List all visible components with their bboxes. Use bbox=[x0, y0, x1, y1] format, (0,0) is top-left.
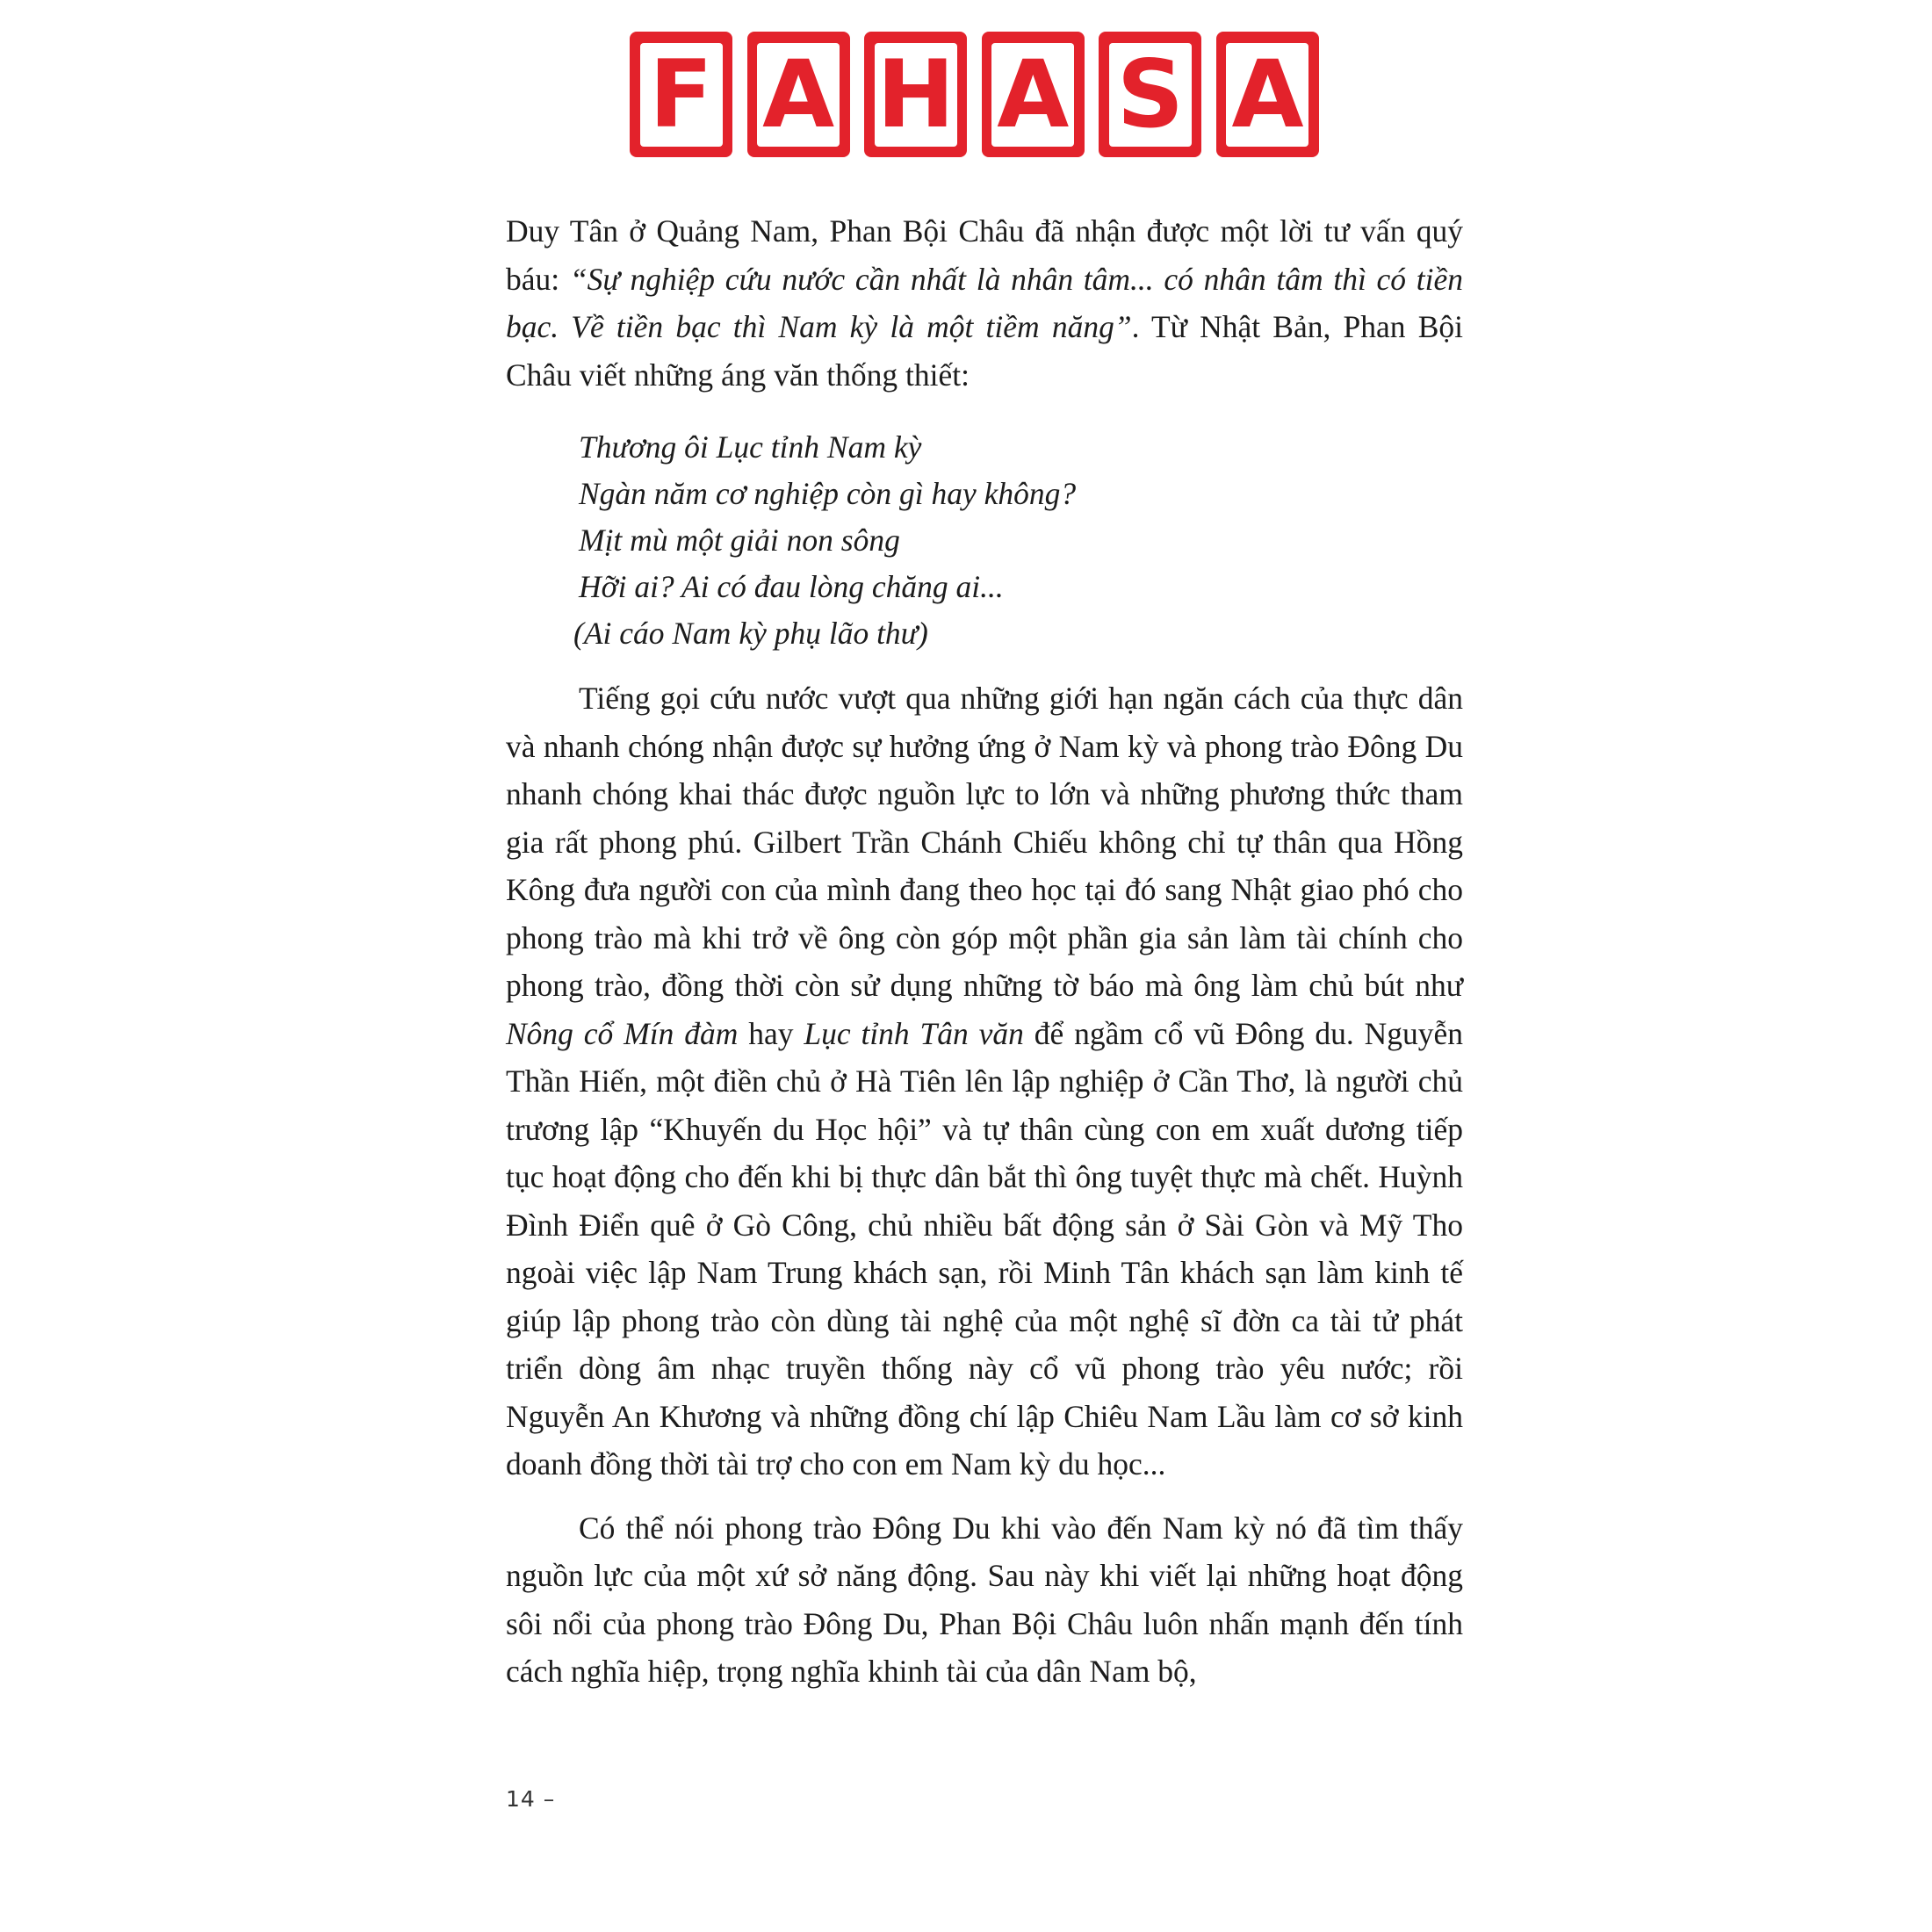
logo-tile bbox=[630, 32, 732, 157]
fahasa-logo bbox=[630, 32, 1319, 157]
logo-letter: A bbox=[757, 43, 840, 147]
page-number-dash: – bbox=[543, 1786, 556, 1812]
logo-tile bbox=[747, 32, 850, 157]
page-body bbox=[506, 207, 1463, 1696]
logo-tile bbox=[982, 32, 1085, 157]
paragraph-text: hay bbox=[738, 1015, 804, 1051]
poem-line: Mịt mù một giải non sông bbox=[579, 523, 900, 558]
paragraph-continuation bbox=[506, 207, 1463, 399]
newspaper-title: Lục tỉnh Tân văn bbox=[804, 1015, 1024, 1051]
poem-source: (Ai cáo Nam kỳ phụ lão thư) bbox=[573, 616, 928, 651]
paragraph-text: . Từ Nhật Bản, Phan Bội Châu viết những áng văn thống thiết: bbox=[506, 309, 1463, 393]
logo-letter: A bbox=[991, 43, 1074, 147]
logo-letter: S bbox=[1109, 43, 1192, 147]
paragraph-text: Duy Tân ở Quảng Nam, Phan Bội Châu đã nhận được một lời tư vấn quý báu: bbox=[506, 213, 1463, 297]
page-number-value: 14 bbox=[506, 1786, 536, 1812]
poem-line: Thương ôi Lục tỉnh Nam kỳ bbox=[579, 429, 922, 465]
newspaper-title: Nông cổ Mín đàm bbox=[506, 1015, 739, 1051]
poem-line: Ngàn năm cơ nghiệp còn gì hay không? bbox=[579, 476, 1077, 511]
logo-tile bbox=[1099, 32, 1201, 157]
paragraph-text: Tiếng gọi cứu nước vượt qua những giới hạn ngăn cách của thực dân và nhanh chóng nhận được sự hưởng ứng ở Nam kỳ và phong trào Đông Du nhanh chóng khai thác được nguồn lực to lớn và những phương thức tham gia rất phong phú. Gilbert Trần Chánh Chiếu không chỉ tự thân qua Hồng Kông đưa người con của mình đang theo học tại đó sang Nhật giao phó cho phong trào mà khi trở về ông còn góp một phần gia sản làm tài chính cho phong trào, đồng thời còn sử dụng những tờ báo mà ông làm chủ bút như bbox=[506, 681, 1463, 1003]
page-number bbox=[506, 1786, 555, 1812]
poem-block bbox=[573, 424, 1463, 657]
logo-tile bbox=[1216, 32, 1319, 157]
paragraph: Có thể nói phong trào Đông Du khi vào đến Nam kỳ nó đã tìm thấy nguồn lực của một xứ sở năng động. Sau này khi viết lại những hoạt động sôi nổi của phong trào Đông Du, Phan Bội Châu luôn nhấn mạnh đến tính cách nghĩa hiệp, trọng nghĩa khinh tài của dân Nam bộ, bbox=[506, 1510, 1463, 1689]
logo-tile bbox=[864, 32, 967, 157]
logo-letter: A bbox=[1226, 43, 1308, 147]
logo-letter: H bbox=[875, 43, 957, 147]
quoted-advice: “Sự nghiệp cứu nước cần nhất là nhân tâm... có nhân tâm thì có tiền bạc. Về tiền bạc thì Nam kỳ là một tiềm năng” bbox=[506, 261, 1463, 344]
paragraph-text: để ngầm cổ vũ Đông du. Nguyễn Thần Hiến, một điền chủ ở Hà Tiên lên lập nghiệp ở Cần Thơ, là người chủ trương lập “Khuyến du Học hội” và tự thân cùng con em xuất dương tiếp tục hoạt động cho đến khi bị thực dân bắt thì ông tuyệt thực mà chết. Huỳnh Đình Điển quê ở Gò Công, chủ nhiều bất động sản ở Sài Gòn và Mỹ Tho ngoài việc lập Nam Trung khách sạn, rồi Minh Tân khách sạn làm kinh tế giúp lập phong trào còn dùng tài nghệ của một nghệ sĩ đờn ca tài tử phát triển dòng âm nhạc truyền thống này cổ vũ phong trào yêu nước; rồi Nguyễn An Khương và những đồng chí lập Chiêu Nam Lầu làm cơ sở kinh doanh đồng thời tài trợ cho con em Nam kỳ du học... bbox=[506, 1015, 1463, 1481]
poem-line: Hỡi ai? Ai có đau lòng chăng ai... bbox=[579, 569, 1004, 604]
paragraph bbox=[506, 674, 1463, 1489]
logo-letter: F bbox=[640, 43, 723, 147]
